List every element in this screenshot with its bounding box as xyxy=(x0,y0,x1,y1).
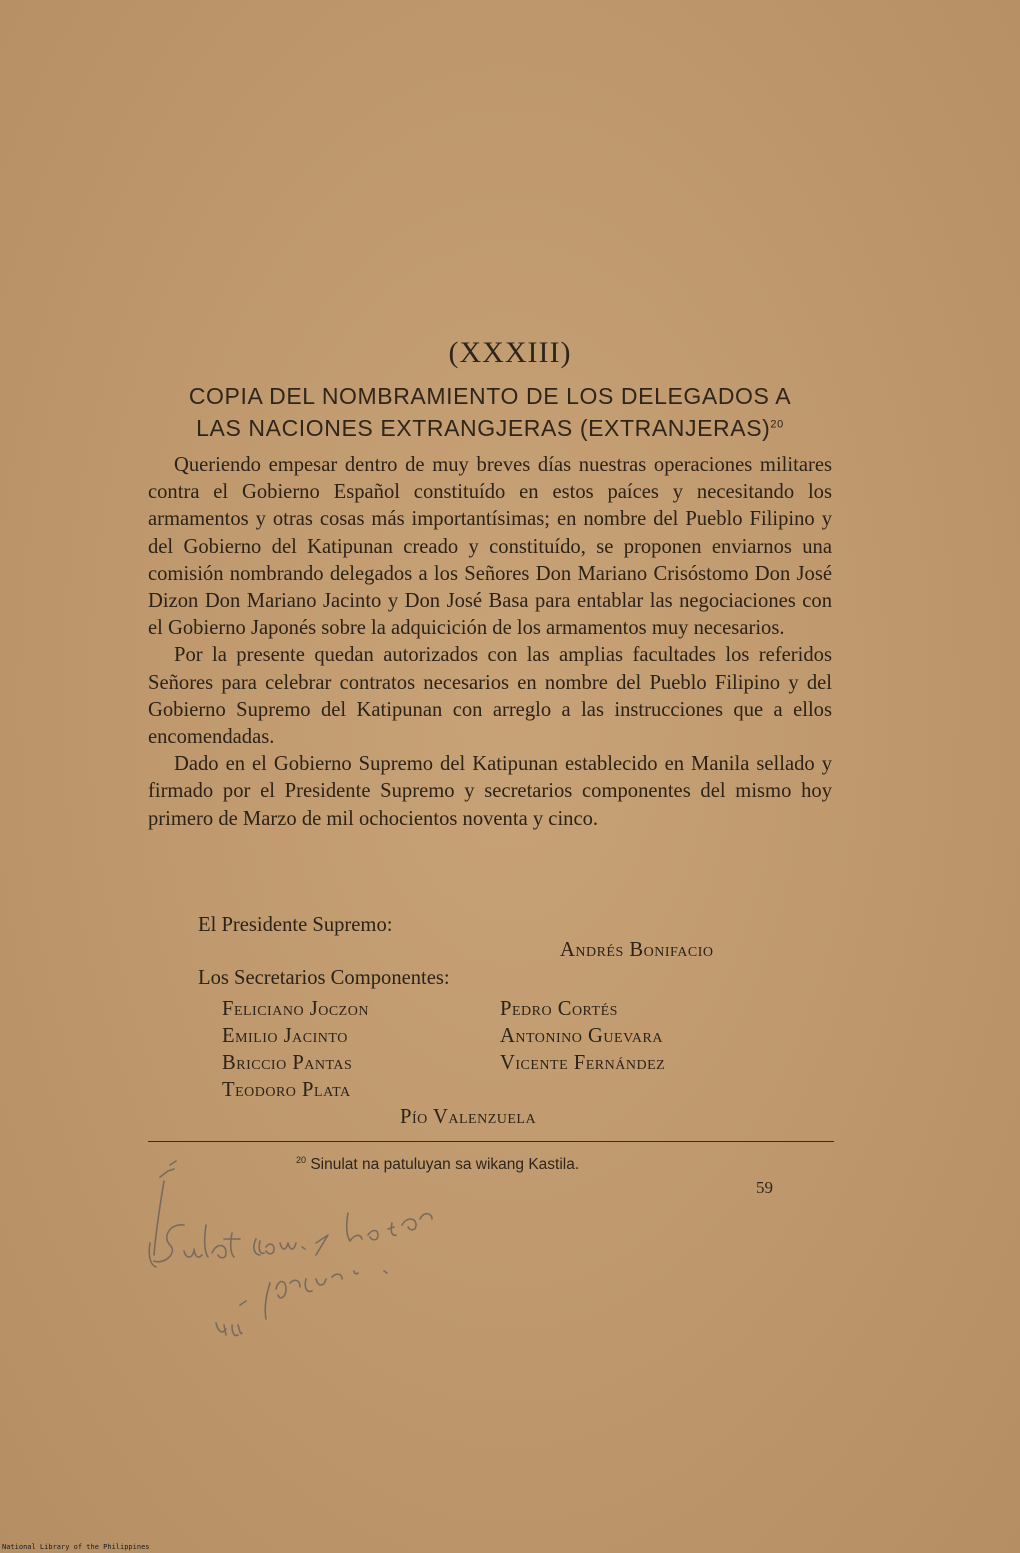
title-line-1: COPIA DEL NOMBRAMIENTO DE LOS DELEGADOS A xyxy=(188,383,792,409)
footnote-text: Sinulat na patuluyan sa wikang Kastila. xyxy=(310,1156,580,1174)
library-credit: National Library of the Philippines xyxy=(2,1543,150,1551)
footnote-divider xyxy=(148,1141,834,1142)
page-number: 59 xyxy=(756,1178,773,1197)
last-secretary: Pío Valenzuela xyxy=(400,1106,537,1128)
title-footnote-ref: 20 xyxy=(770,418,784,431)
secretary-right-2: Antonino Guevara xyxy=(500,1025,663,1047)
paragraph-1: Queriendo empesar dentro de muy breves días nuestras operaciones militares contra el Gobierno Español constituído en estos paíces y necesitando los armamentos y otras cosas más importantísimas; en nombre del Pueblo Filipino y del Gobierno del Katipunan creado y constituído, se proponen enviarnos una comisión nombrando delegados a los Señores Don Mariano Crisóstomo Don José Dizon Don Mariano Jacinto y Don José Basa para entablar las negociaciones con el Gobierno Japonés sobre la adquicición de los armamentos muy necesarios. xyxy=(148,454,832,640)
footnote-number: 20 xyxy=(296,1155,307,1165)
title-line-2 xyxy=(140,412,840,444)
secretary-left-4: Teodoro Plata xyxy=(222,1079,351,1101)
section-number: (XXXIII) xyxy=(448,336,572,369)
handwritten-pencil-notes xyxy=(140,1155,460,1355)
secretaries-label: Los Secretarios Componentes: xyxy=(198,967,450,989)
president-label: El Presidente Supremo: xyxy=(198,914,393,936)
secretary-left-2: Emilio Jacinto xyxy=(222,1025,348,1047)
president-name: Andrés Bonifacio xyxy=(560,939,714,961)
secretary-left-3: Briccio Pantas xyxy=(222,1052,353,1074)
secretary-right-1: Pedro Cortés xyxy=(500,998,618,1020)
document-title xyxy=(140,380,840,444)
secretary-right-3: Vicente Fernández xyxy=(500,1052,666,1074)
body-text xyxy=(148,452,832,833)
secretary-left-1: Feliciano Joczon xyxy=(222,998,369,1020)
paragraph-2: Por la presente quedan autorizados con las amplias facultades los referidos Señores para celebrar contratos necesarios en nombre del Pueblo Filipino y del Gobierno Supremo del Katipunan con arreglo a las instrucciones que a ellos encomendadas. xyxy=(148,644,832,749)
title-line-2-text: LAS NACIONES EXTRANGJERAS (EXTRANJERAS) xyxy=(196,415,771,441)
paragraph-3: Dado en el Gobierno Supremo del Katipunan establecido en Manila sellado y firmado por el Presidente Supremo y secretarios componentes del mismo hoy primero de Marzo de mil ochocientos noventa y cinco. xyxy=(148,753,832,830)
